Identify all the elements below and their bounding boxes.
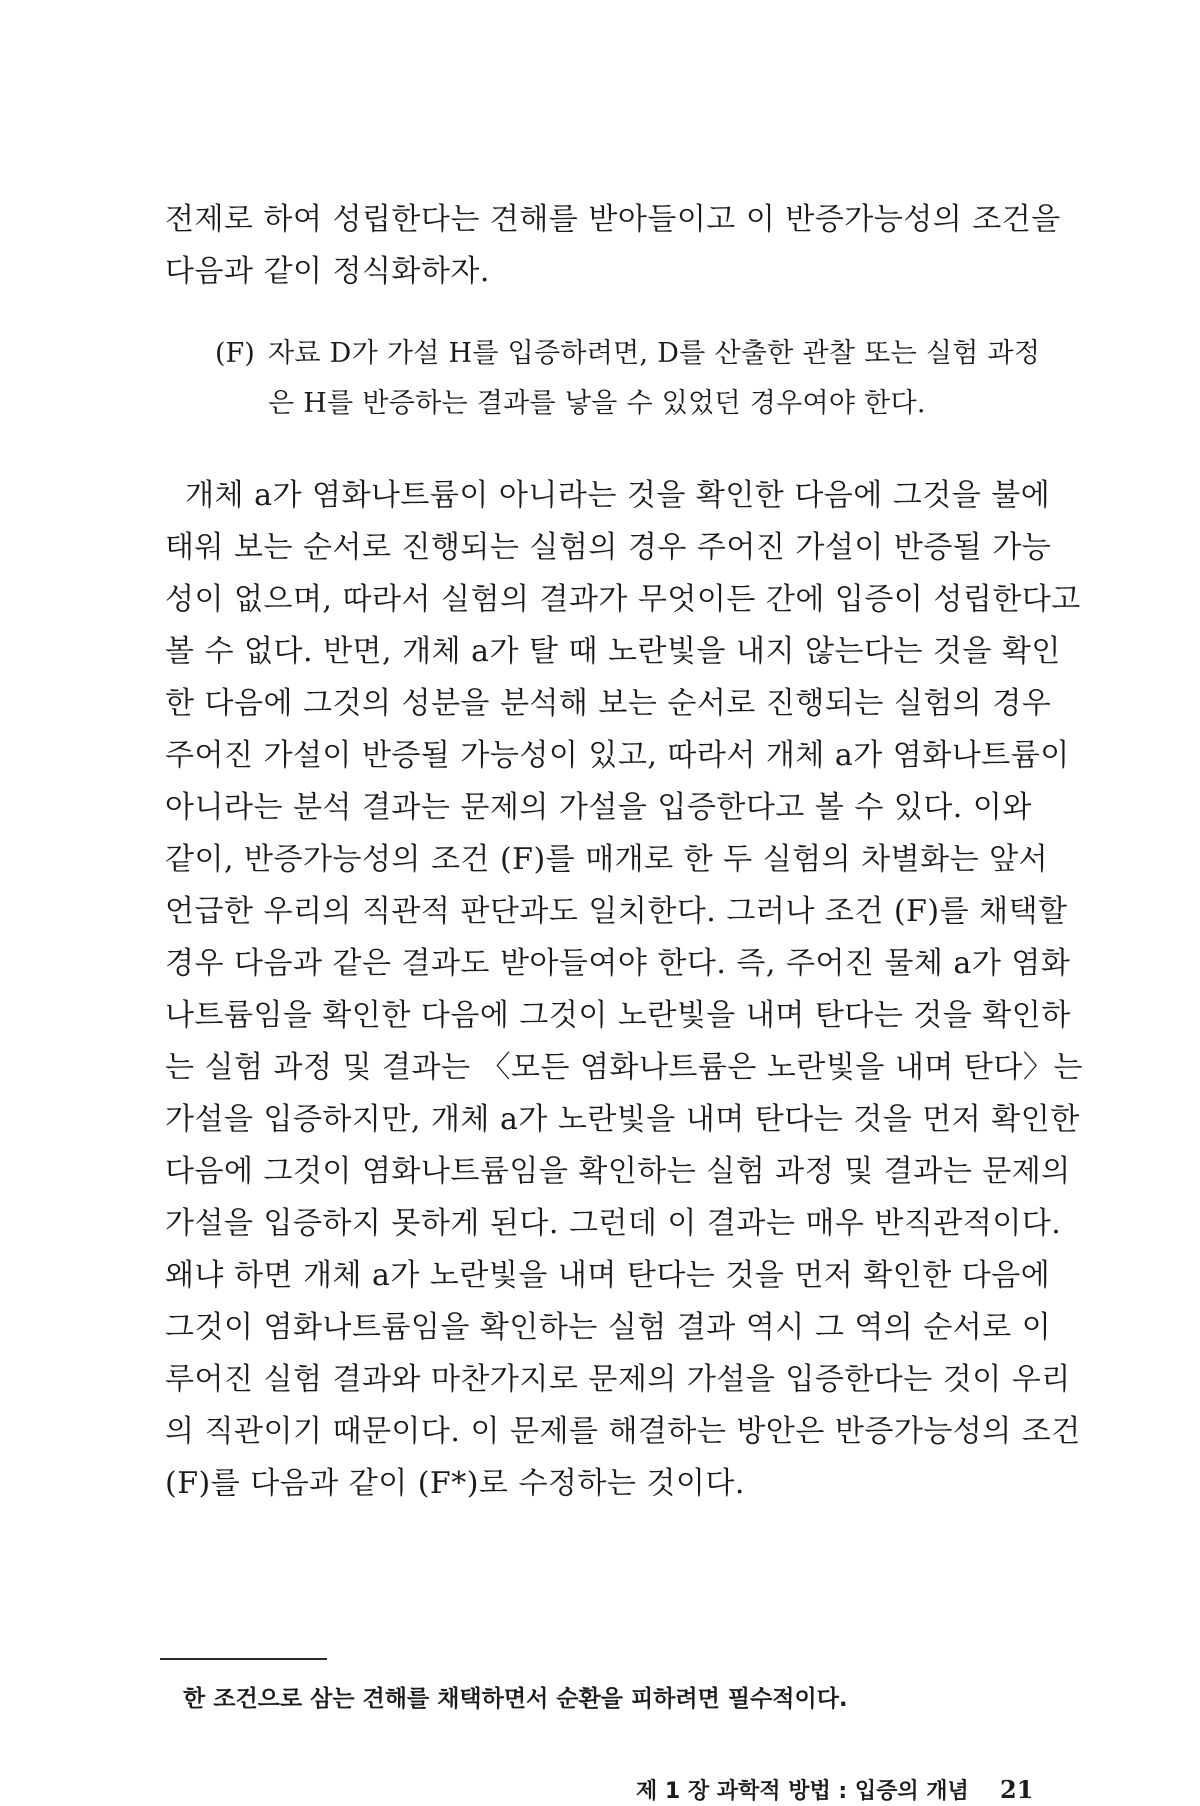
page-number: 21 — [1000, 1775, 1034, 1804]
paragraph-line: 볼 수 없다. 반면, 개체 a가 탈 때 노란빛을 내지 않는다는 것을 확인 — [165, 634, 1061, 669]
opening-line-2: 다음과 같이 정식화하자. — [165, 254, 490, 289]
paragraph-line: 성이 없으며, 따라서 실험의 결과가 무엇이든 간에 입증이 성립한다고 — [165, 582, 1081, 617]
paragraph-line: 루어진 실험 결과와 마찬가지로 문제의 가설을 입증한다는 것이 우리 — [165, 1362, 1071, 1397]
paragraph-line: 언급한 우리의 직관적 판단과도 일치한다. 그러나 조건 (F)를 채택할 — [165, 894, 1068, 929]
footnote-rule — [160, 1658, 327, 1660]
definition-label: (F) — [215, 338, 255, 369]
paragraph-line: 주어진 가설이 반증될 가능성이 있고, 따라서 개체 a가 염화나트륨이 — [165, 738, 1070, 773]
paragraph-line: 왜냐 하면 개체 a가 노란빛을 내며 탄다는 것을 먼저 확인한 다음에 — [165, 1258, 1051, 1293]
opening-line-1: 전제로 하여 성립한다는 견해를 받아들이고 이 반증가능성의 조건을 — [165, 202, 1061, 237]
definition-line-1: 자료 D가 가설 H를 입증하려면, D를 산출한 관찰 또는 실험 과정 — [268, 338, 1041, 369]
paragraph-line: 개체 a가 염화나트륨이 아니라는 것을 확인한 다음에 그것을 불에 — [165, 478, 1051, 513]
running-head: 제 1 장 과학적 방법 : 입증의 개념 — [636, 1779, 969, 1804]
paragraph-line: 그것이 염화나트륨임을 확인하는 실험 결과 역시 그 역의 순서로 이 — [165, 1310, 1052, 1345]
paragraph-line: 는 실험 과정 및 결과는 〈모든 염화나트륨은 노란빛을 내며 탄다〉는 — [165, 1050, 1083, 1085]
paragraph-line: 같이, 반증가능성의 조건 (F)를 매개로 한 두 실험의 차별화는 앞서 — [165, 842, 1049, 877]
footnote: 한 조건으로 삼는 견해를 채택하면서 순환을 피하려면 필수적이다. — [183, 1686, 848, 1712]
paragraph-line: 태워 보는 순서로 진행되는 실험의 경우 주어진 가설이 반증될 가능 — [165, 530, 1052, 565]
definition-line-2: 은 H를 반증하는 결과를 낳을 수 있었던 경우여야 한다. — [268, 388, 926, 419]
paragraph-line: 다음에 그것이 염화나트륨임을 확인하는 실험 과정 및 결과는 문제의 — [165, 1154, 1071, 1189]
paragraph-line: 의 직관이기 때문이다. 이 문제를 해결하는 방안은 반증가능성의 조건 — [165, 1414, 1081, 1449]
paragraph-line: (F)를 다음과 같이 (F*)로 수정하는 것이다. — [165, 1466, 745, 1501]
paragraph-line: 가설을 입증하지 못하게 된다. 그런데 이 결과는 매우 반직관적이다. — [165, 1206, 1062, 1241]
paragraph-line: 가설을 입증하지만, 개체 a가 노란빛을 내며 탄다는 것을 먼저 확인한 — [165, 1102, 1080, 1137]
paragraph-line: 나트륨임을 확인한 다음에 그것이 노란빛을 내며 탄다는 것을 확인하 — [165, 998, 1071, 1033]
paragraph-line: 경우 다음과 같은 결과도 받아들여야 한다. 즉, 주어진 물체 a가 염화 — [165, 946, 1071, 981]
paragraph-line: 아니라는 분석 결과는 문제의 가설을 입증한다고 볼 수 있다. 이와 — [165, 790, 1032, 825]
paragraph-line: 한 다음에 그것의 성분을 분석해 보는 순서로 진행되는 실험의 경우 — [165, 686, 1052, 721]
